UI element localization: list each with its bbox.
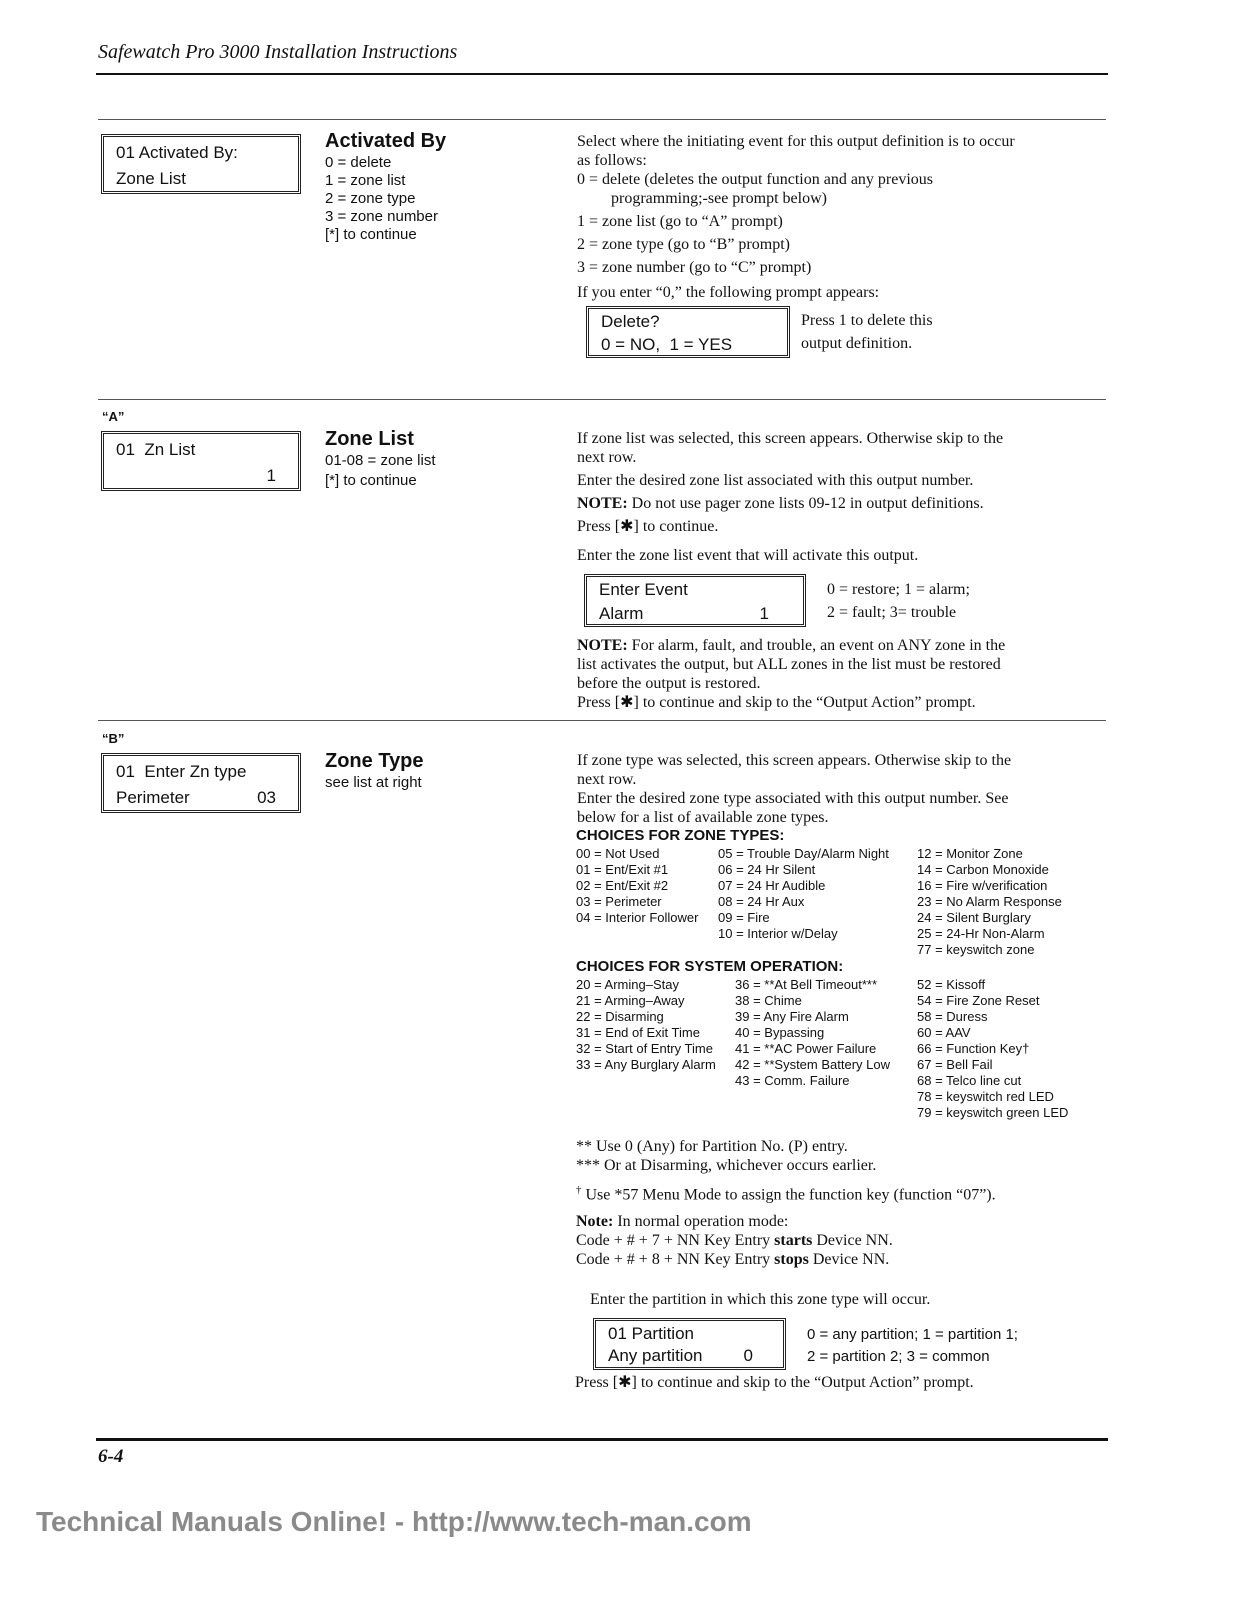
- list-item: 24 = Silent Burglary: [917, 910, 1031, 925]
- list-item: 40 = Bypassing: [735, 1025, 825, 1040]
- note-text: In normal operation mode:: [613, 1213, 789, 1231]
- text-line: [576, 1212, 1106, 1231]
- list-item: 42 = **System Battery Low: [735, 1057, 890, 1072]
- field-options: [325, 452, 436, 490]
- text-line: list activates the output, but ALL zones in the list must be restored: [577, 656, 1001, 673]
- list-item: 09 = Fire: [718, 910, 770, 925]
- option-item: [*] to continue: [325, 472, 417, 489]
- code-text: Device NN.: [812, 1232, 893, 1250]
- row-label-b: “B”: [102, 731, 125, 746]
- list-item: 02 = Ent/Exit #2: [576, 878, 669, 893]
- field-options: [325, 154, 438, 244]
- text-line: 2 = fault; 3= trouble: [827, 604, 957, 621]
- code-bold: starts: [774, 1232, 813, 1250]
- list-item: 32 = Start of Entry Time: [576, 1041, 713, 1056]
- text-line: [577, 636, 1107, 655]
- partition-press: Press [✱] to continue and skip to the “Output Action” prompt.: [575, 1374, 974, 1391]
- list-item: 54 = Fire Zone Reset: [917, 993, 1040, 1008]
- zone-types-col2: [718, 846, 889, 942]
- text-line: 2 = partition 2; 3 = common: [807, 1348, 990, 1365]
- display-line2: Alarm: [599, 604, 644, 623]
- option-item: 1 = zone list: [325, 172, 406, 189]
- list-item: 79 = keyswitch green LED: [917, 1105, 1069, 1120]
- list-item: 10 = Interior w/Delay: [718, 926, 838, 941]
- text-line: Enter the zone list event that will activate this output.: [577, 547, 919, 564]
- text-line: as follows:: [577, 152, 647, 169]
- zone-types-col3: [917, 846, 1062, 958]
- row2-description: [577, 429, 1107, 565]
- list-item: 20 = Arming–Stay: [576, 977, 679, 992]
- row1-description: [577, 132, 1107, 302]
- note-label: Note:: [576, 1213, 614, 1231]
- text-line: output definition.: [801, 335, 913, 352]
- option-item: see list at right: [325, 774, 422, 791]
- display-line2: 0 = NO, 1 = YES: [601, 335, 733, 354]
- text-line: before the output is restored.: [577, 675, 761, 692]
- text-line: 1 = zone list (go to “A” prompt): [577, 213, 783, 230]
- display-line2: Perimeter: [116, 788, 190, 807]
- keypad-display-delete: [586, 306, 790, 358]
- text-line: 3 = zone number (go to “C” prompt): [577, 259, 812, 276]
- page-header-title: Safewatch Pro 3000 Installation Instructions: [98, 41, 458, 63]
- display-line1: 01 Enter Zn type: [116, 762, 247, 781]
- row3-description: [577, 751, 1107, 827]
- text-line: 0 = restore; 1 = alarm;: [827, 581, 970, 598]
- list-item: 68 = Telco line cut: [917, 1073, 1022, 1088]
- list-item: 16 = Fire w/verification: [917, 878, 1048, 893]
- list-item: 03 = Perimeter: [576, 894, 662, 909]
- footnotes: [576, 1137, 1106, 1269]
- list-item: 25 = 24-Hr Non-Alarm: [917, 926, 1045, 941]
- list-item: 14 = Carbon Monoxide: [917, 862, 1049, 877]
- partition-note: [807, 1324, 1018, 1368]
- list-item: 39 = Any Fire Alarm: [735, 1009, 849, 1024]
- list-item: 12 = Monitor Zone: [917, 846, 1023, 861]
- field-heading: Activated By: [325, 130, 447, 152]
- zone-types-heading: CHOICES FOR ZONE TYPES:: [576, 827, 785, 844]
- list-item: 67 = Bell Fail: [917, 1057, 993, 1072]
- keypad-display-zone-type: [101, 753, 301, 813]
- list-item: 52 = Kissoff: [917, 977, 986, 992]
- code-bold: stops: [774, 1251, 809, 1269]
- row-divider: [98, 119, 1106, 120]
- code-text: Device NN.: [808, 1251, 890, 1269]
- footer-rule: [96, 1438, 1108, 1441]
- text-line: Enter the desired zone list associated with this output number.: [577, 472, 974, 489]
- list-item: 08 = 24 Hr Aux: [718, 894, 805, 909]
- text-line: 0 = delete (deletes the output function and any previous: [577, 171, 934, 188]
- header-rule: [96, 73, 1108, 75]
- text-line: [577, 494, 1107, 513]
- zone-types-col1: [576, 846, 698, 926]
- row-label-a: “A”: [102, 409, 125, 424]
- list-item: 36 = **At Bell Timeout***: [735, 977, 877, 992]
- note-label: NOTE:: [577, 637, 628, 654]
- row-divider: [98, 399, 1106, 400]
- text-line: Press [✱] to continue.: [577, 518, 719, 535]
- keypad-display-activated-by: [101, 134, 301, 194]
- footnote-text: Use *57 Menu Mode to assign the function key (function “07”).: [581, 1186, 996, 1204]
- dagger-mark: †: [576, 1184, 582, 1196]
- list-item: 58 = Duress: [917, 1009, 988, 1024]
- list-item: 60 = AAV: [917, 1025, 971, 1040]
- keypad-display-enter-event: [584, 574, 806, 627]
- display-line2: Any partition: [608, 1346, 703, 1365]
- option-item: 3 = zone number: [325, 208, 438, 225]
- sysop-col2: [735, 977, 890, 1089]
- option-item: 0 = delete: [325, 154, 392, 171]
- code-text: Code + # + 7 + NN Key Entry: [576, 1232, 775, 1250]
- list-item: 21 = Arming–Away: [576, 993, 685, 1008]
- list-item: 23 = No Alarm Response: [917, 894, 1062, 909]
- text-line: Press 1 to delete this: [801, 312, 933, 329]
- system-operation-heading: CHOICES FOR SYSTEM OPERATION:: [576, 958, 844, 975]
- list-item: 78 = keyswitch red LED: [917, 1089, 1054, 1104]
- list-item: 04 = Interior Follower: [576, 910, 699, 925]
- list-item: 66 = Function Key†: [917, 1041, 1030, 1056]
- display-line2-value: 1: [759, 604, 769, 623]
- list-item: 00 = Not Used: [576, 846, 660, 861]
- text-line: If zone type was selected, this screen appears. Otherwise skip to the: [577, 752, 1012, 769]
- list-item: 01 = Ent/Exit #1: [576, 862, 669, 877]
- text-line: If you enter “0,” the following prompt appears:: [577, 284, 880, 301]
- list-item: 77 = keyswitch zone: [917, 942, 1035, 957]
- text-line: 0 = any partition; 1 = partition 1;: [807, 1326, 1018, 1343]
- list-item: 06 = 24 Hr Silent: [718, 862, 816, 877]
- page-number: 6-4: [98, 1446, 124, 1467]
- display-line1: Enter Event: [599, 580, 688, 599]
- list-item: 07 = 24 Hr Audible: [718, 878, 826, 893]
- keypad-display-zn-list: [101, 431, 301, 491]
- sysop-col1: [576, 977, 716, 1073]
- display-line2-value: 0: [743, 1346, 753, 1365]
- sysop-col3: [917, 977, 1068, 1121]
- note-text: Do not use pager zone lists 09-12 in output definitions.: [627, 495, 984, 512]
- text-line: next row.: [577, 449, 637, 466]
- list-item: 43 = Comm. Failure: [735, 1073, 850, 1088]
- delete-note: [801, 311, 933, 353]
- footnote: [576, 1181, 1106, 1204]
- display-line2: Zone List: [116, 169, 186, 188]
- note-label: NOTE:: [577, 495, 628, 512]
- list-item: 31 = End of Exit Time: [576, 1025, 700, 1040]
- text-line: programming;-see prompt below): [611, 190, 827, 207]
- text-line: Enter the desired zone type associated with this output number. See: [577, 790, 1009, 807]
- code-text: Code + # + 8 + NN Key Entry: [576, 1251, 775, 1269]
- field-options: [325, 774, 422, 792]
- list-item: 38 = Chime: [735, 993, 802, 1008]
- note-text: For alarm, fault, and trouble, an event on ANY zone in the: [627, 637, 1006, 654]
- list-item: 41 = **AC Power Failure: [735, 1041, 877, 1056]
- option-item: [*] to continue: [325, 226, 417, 243]
- display-line1: 01 Activated By:: [116, 143, 238, 162]
- text-line: 2 = zone type (go to “B” prompt): [577, 236, 790, 253]
- row2-note: [577, 636, 1107, 712]
- display-line1: Delete?: [601, 312, 660, 331]
- list-item: 22 = Disarming: [576, 1009, 664, 1024]
- partition-intro: Enter the partition in which this zone type will occur.: [590, 1291, 931, 1308]
- event-note: [827, 580, 970, 622]
- option-item: 01-08 = zone list: [325, 452, 436, 469]
- display-line1: 01 Partition: [608, 1324, 694, 1343]
- text-line: Press [✱] to continue and skip to the “Output Action” prompt.: [577, 694, 976, 711]
- display-line2-value: 1: [266, 466, 276, 485]
- text-line: Select where the initiating event for this output definition is to occur: [577, 133, 1015, 150]
- option-item: 2 = zone type: [325, 190, 416, 207]
- field-heading: Zone Type: [325, 750, 424, 772]
- text-line: below for a list of available zone types.: [577, 809, 829, 826]
- list-item: 05 = Trouble Day/Alarm Night: [718, 846, 889, 861]
- text-line: [576, 1250, 1106, 1269]
- text-line: If zone list was selected, this screen appears. Otherwise skip to the: [577, 430, 1004, 447]
- list-item: 33 = Any Burglary Alarm: [576, 1057, 716, 1072]
- text-line: [576, 1231, 1106, 1250]
- footnote: *** Or at Disarming, whichever occurs earlier.: [576, 1157, 877, 1174]
- watermark-text: Technical Manuals Online! - http://www.tech-man.com: [36, 1506, 752, 1537]
- display-line2-value: 03: [257, 788, 276, 807]
- row-divider: [98, 720, 1106, 721]
- footnote: ** Use 0 (Any) for Partition No. (P) entry.: [576, 1138, 848, 1155]
- display-line1: 01 Zn List: [116, 440, 196, 459]
- field-heading: Zone List: [325, 428, 414, 450]
- text-line: next row.: [577, 771, 637, 788]
- keypad-display-partition: [593, 1318, 786, 1370]
